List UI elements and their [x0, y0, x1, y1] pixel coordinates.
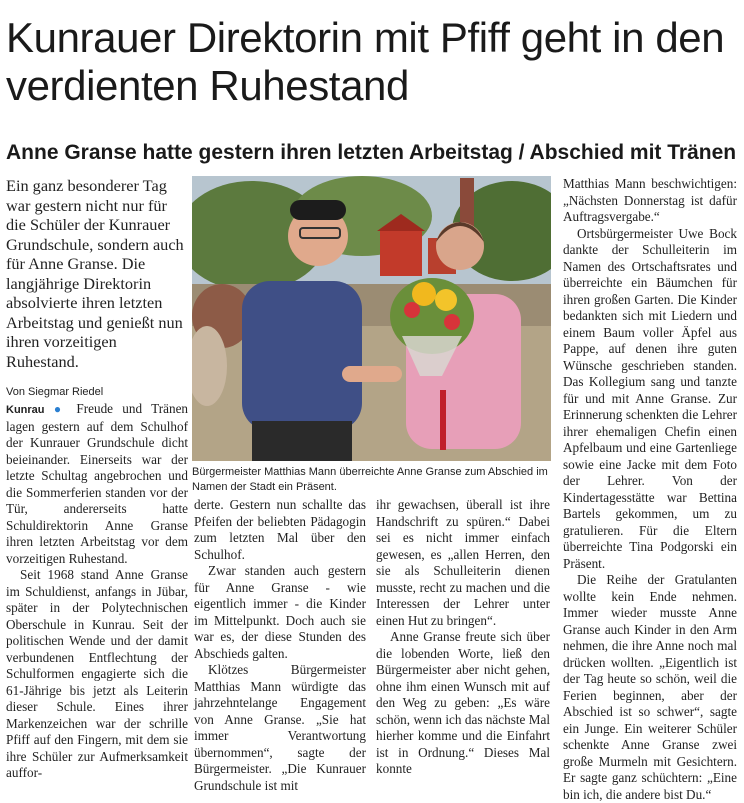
article-paragraph: Klötzes Bürgermeister Matthias Mann würdigte das jahrzehntelange Engagement von Anne Granse. „Sie hat immer Verantwortung übernommen“, sagte der Bürgermeister. „Die Kunrauer Grundschule ist mit	[194, 662, 366, 793]
dateline-dot-icon: ●	[53, 402, 68, 416]
article-photo	[192, 176, 551, 461]
article-paragraph: ihr gewachsen, überall ist ihre Handschrift zu spüren.“ Dabei sei es nicht immer einfach gewesen, es „allen Herren, den sie als Schulleiterin dienen musste, recht zu machen und die Interessen der Lehrer unter einen Hut zu bringen“.	[376, 497, 550, 628]
article-paragraph: Ortsbürgermeister Uwe Bock dankte der Schulleiterin im Namen des Ortschaftsrates und überreichte ein Bäumchen für ihren großen Garten. Die Kinder bedankten sich mit Liedern und einem Baum voller Äpfel aus Pappe, auf denen ihre guten Wünsche geschrieben standen. Das Kollegium sang und tanzte für und mit Anne Granse. Zur Erinnerung schenkten die Lehrer ihrer ehemaligen Chefin einen Apfelbaum und eine Gartenliege sowie eine Jacke mit dem Foto der Lehrer. Von der Kindertagesstätte war Bettina Bartels gekommen, um zu gratulieren. Für die Eltern überreichte Tina Podgorski ein Präsent.	[563, 225, 737, 571]
article-paragraph: Kunrau ● Freude und Tränen lagen gestern auf dem Schulhof der Kunrauer Grundschule dicht beieinander. Einerseits war der letzte Schultag angebrochen und die Sommerferien standen vor der Tür, andererseits hatte Schuldirektorin Anne Granse ihren letzten Arbeitstag vor dem vorzeitigen Ruhestand.	[6, 401, 189, 566]
article-paragraph: Seit 1968 stand Anne Granse im Schuldienst, anfangs in Jübar, später in der Polytechnischen Oberschule in Kunrau. Seit der politischen Wende und der damit verbundenen Entflechtung der Schulformen engagierte sich die 61-Jährige bis jetzt als Leiterin dieser Schule. Eines ihrer Markenzeichen war der schrille Pfiff auf den Fingern, mit dem sie ihre Schüler zur Aufmerksamkeit auffor-	[6, 567, 188, 780]
headline: Kunrauer Direktorin mit Pfiff geht in den verdienten Ruhestand	[6, 14, 725, 109]
article-column-1	[6, 401, 188, 782]
article-column-2	[194, 497, 366, 794]
author-byline: Von Siegmar Riedel	[6, 386, 104, 398]
lead-paragraph: Ein ganz besonderer Tag war gestern nicht nur für die Schüler der Kunrauer Grundschule, sondern auch für Anne Granse. Die langjährige Direktorin absolvierte ihren letzten Arbeitstag und genießt nun ihren vorzeitigen Ruhestand.	[6, 176, 184, 371]
article-paragraph: Matthias Mann beschwichtigen: „Nächsten Donnerstag ist dafür Auftragsvergabe.“	[563, 176, 737, 224]
article-column-4	[563, 176, 737, 803]
article-paragraph: Die Reihe der Gratulanten wollte kein Ende nehmen. Immer wieder musste Anne Granse auch Kinder in den Arm nehmen, die ihre Anne noch mal drücken wollten. „Eigentlich ist der Tag heute so schön, weil die Ferien beginnen, aber der Abschied ist so schwer“, sagte ein Junge. Ein weiterer Schüler schenkte Anne Granse zwei große Murmeln mit Gesichtern. Er sagte ganz schüchtern: „Eine bin ich, die andere bist Du.“	[563, 572, 737, 802]
photo-caption: Bürgermeister Matthias Mann überreichte Anne Granse zum Abschied im Namen der Stadt ein Präsent.	[192, 466, 548, 493]
dateline: Kunrau	[6, 404, 45, 416]
article-paragraph: Zwar standen auch gestern für Anne Granse - wie eigentlich immer - die Kinder im Mittelpunkt. Doch auch sie war es, der diese Stunden des Abschieds galten.	[194, 563, 366, 661]
subheadline: Anne Granse hatte gestern ihren letzten Arbeitstag / Abschied mit Tränen	[6, 141, 737, 164]
article-paragraph: derte. Gestern nun schallte das Pfeifen der beliebten Pädagogin zum letzten Mal über den Schulhof.	[194, 497, 366, 562]
article-paragraph: Anne Granse freute sich über die lobenden Worte, ließ den Bürgermeister aber nicht gehen, ohne ihm einen Wunsch mit auf den Weg zu geben: „Es wäre schön, wenn ich das nächste Mal hierher komme und die Einfahrt ist in Ordnung.“ Dieses Mal konnte	[376, 629, 550, 776]
article-column-3	[376, 497, 550, 778]
